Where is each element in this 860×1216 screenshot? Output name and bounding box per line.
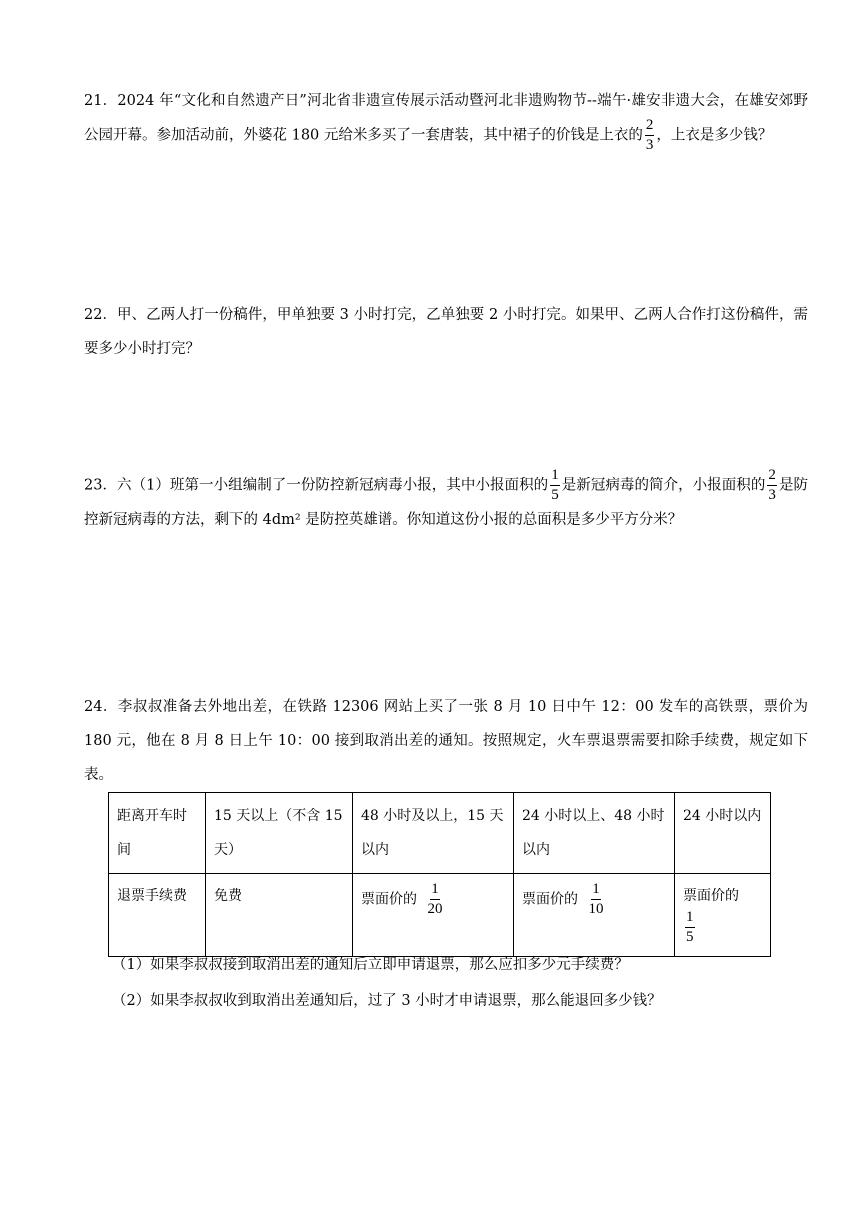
table-cell: 退票手续费 <box>109 874 206 957</box>
table-cell: 免费 <box>206 874 353 957</box>
question-24 <box>84 690 808 792</box>
table-cell: 24 小时以上、48 小时以内 <box>514 793 675 874</box>
fee-prefix: 票面价的 <box>522 891 578 908</box>
fraction-one-twentieth: $\frac{1}{20}$ <box>427 881 443 917</box>
question-21 <box>84 84 808 153</box>
question-23-text-c: 是防控新冠病毒的方法，剩下的 4dm² 是防控英雄谱。你知道这份小报的总面积是多少平方分米？ <box>84 477 809 528</box>
table-cell: 15 天以上（不含 15 天） <box>206 793 353 874</box>
refund-fee-table <box>108 792 771 957</box>
question-21-text-b: ，上衣是多少钱？ <box>656 127 773 144</box>
table-cell: 48 小时及以上，15 天以内 <box>353 793 514 874</box>
table-cell <box>675 874 771 957</box>
table-cell <box>514 874 675 957</box>
table-cell: 24 小时以内 <box>675 793 771 874</box>
table-row <box>109 874 771 957</box>
fraction-one-fifth: $\frac{1}{5}$ <box>686 909 694 945</box>
fee-prefix: 票面价的 <box>361 891 417 908</box>
question-24-text: 24．李叔叔准备去外地出差，在铁路 12306 网站上买了一张 8 月 10 日中午 12：00 发车的高铁票，票价为 180 元，他在 8 月 8 日上午 10：00 接到取消出差的通知。按照规定，火车票退票需要扣除手续费，规定如下表。 <box>84 699 808 783</box>
question-24-sub-1: （1）如果李叔叔接到取消出差的通知后立即申请退票，那么应扣多少元手续费？ <box>112 957 629 973</box>
table-cell <box>353 874 514 957</box>
fraction-two-thirds: $\frac{2}{3}$ <box>645 117 654 153</box>
question-22 <box>84 298 808 366</box>
table-row <box>109 793 771 874</box>
fee-prefix: 票面价的 <box>683 888 739 904</box>
fraction-two-thirds: $\frac{2}{3}$ <box>768 467 776 503</box>
question-23 <box>84 468 808 537</box>
question-23-text-a: 23．六（1）班第一小组编制了一份防控新冠病毒小报，其中小报面积的 <box>84 477 549 494</box>
fraction-one-tenth: $\frac{1}{10}$ <box>588 881 604 917</box>
question-22-text: 22．甲、乙两人打一份稿件，甲单独要 3 小时打完，乙单独要 2 小时打完。如果甲、乙两人合作打这份稿件，需要多少小时打完？ <box>84 307 808 357</box>
question-21-text-a: 21．2024 年“文化和自然遗产日”河北省非遗宣传展示活动暨河北非遗购物节--端午·雄安非遗大会，在雄安郊野公园开幕。参加活动前，外婆花 180 元给米多买了一套唐装，其中裙子的价钱是上衣的 <box>84 93 808 144</box>
fraction-one-fifth: $\frac{1}{5}$ <box>551 467 559 503</box>
question-24-sub-2: （2）如果李叔叔收到取消出差通知后，过了 3 小时才申请退票，那么能退回多少钱？ <box>112 993 662 1009</box>
question-23-text-b: 是新冠病毒的简介，小报面积的 <box>561 477 766 494</box>
table-cell: 距离开车时间 <box>109 793 206 874</box>
